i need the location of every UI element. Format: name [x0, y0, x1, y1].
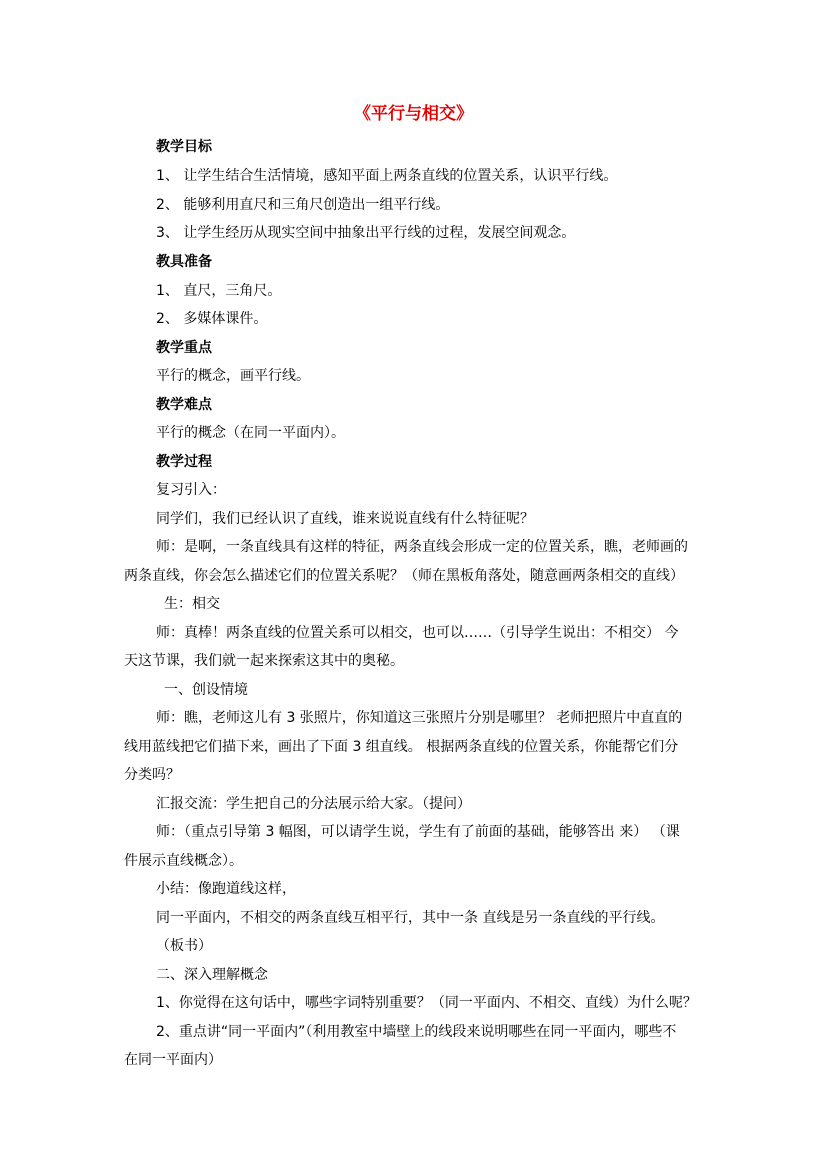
paragraph-line: 师：（重点引导第 3 幅图，可以请学生说，学生有了前面的基础，能够答出 来） （课 — [156, 824, 680, 840]
paragraph-line: 天这节课，我们就一起来探索这其中的奥秘。 — [124, 653, 404, 669]
paragraph-line: 分类吗？ — [124, 767, 180, 783]
key-points-text: 平行的概念，画平行线。 — [156, 368, 310, 384]
paragraph-line: 1、你觉得在这句话中，哪些字词特别重要？（同一平面内、不相交、直线）为什么呢？ — [156, 995, 697, 1011]
paragraph-line: 件展示直线概念）。 — [124, 853, 243, 869]
paragraph-line: 师：真棒！两条直线的位置关系可以相交，也可以……（引导学生说出：不相交） 今 — [156, 625, 679, 641]
paragraph-line: 小结：像跑道线这样， — [156, 881, 296, 897]
difficulties-text: 平行的概念（在同一平面内）。 — [156, 425, 345, 441]
goal-item-2: 2、 能够利用直尺和三角尺创造出一组平行线。 — [156, 197, 450, 213]
paragraph-line: 在同一平面内） — [124, 1052, 222, 1068]
paragraph-line: 汇报交流：学生把自己的分法展示给大家。（提问） — [156, 796, 471, 812]
document-title: 《平行与相交》 — [354, 104, 473, 124]
paragraph-line: 师：是啊，一条直线具有这样的特征，两条直线会形成一定的位置关系，瞧，老师画的 — [156, 539, 688, 555]
paragraph-line: 师：瞧，老师这儿有 3 张照片，你知道这三张照片分别是哪里？ 老师把照片中直直的 — [156, 710, 683, 726]
paragraph-line: 2、重点讲“同一平面内”（利用教室中墙壁上的线段来说明哪些在同一平面内，哪些不 — [156, 1024, 677, 1040]
heading-teaching-goals: 教学目标 — [156, 139, 212, 155]
heading-difficulties: 教学难点 — [156, 397, 212, 413]
section-heading-deep-understanding: 二、深入理解概念 — [156, 967, 268, 983]
paragraph-line: 线用蓝线把它们描下来，画出了下面 3 组直线。 根据两条直线的位置关系，你能帮它们分 — [124, 739, 679, 755]
heading-teaching-aids: 教具准备 — [156, 254, 212, 270]
aid-item-2: 2、 多媒体课件。 — [156, 311, 268, 327]
goal-item-1: 1、 让学生结合生活情境，感知平面上两条直线的位置关系，认识平行线。 — [156, 168, 618, 184]
paragraph-line: 同学们，我们已经认识了直线，谁来说说直线有什么特征呢？ — [156, 511, 534, 527]
paragraph-line: （板书） — [156, 938, 212, 954]
paragraph-line: 生：相交 — [164, 596, 220, 612]
section-heading-scenario: 一、创设情境 — [164, 682, 248, 698]
heading-key-points: 教学重点 — [156, 340, 212, 356]
paragraph-line: 同一平面内，不相交的两条直线互相平行，其中一条 直线是另一条直线的平行线。 — [156, 910, 665, 926]
review-intro-label: 复习引入： — [156, 482, 226, 498]
goal-item-3: 3、 让学生经历从现实空间中抽象出平行线的过程，发展空间观念。 — [156, 225, 576, 241]
heading-teaching-process: 教学过程 — [156, 454, 212, 470]
paragraph-line: 两条直线，你会怎么描述它们的位置关系呢？（师在黑板角落处，随意画两条相交的直线） — [124, 568, 684, 584]
aid-item-1: 1、 直尺，三角尺。 — [156, 283, 282, 299]
